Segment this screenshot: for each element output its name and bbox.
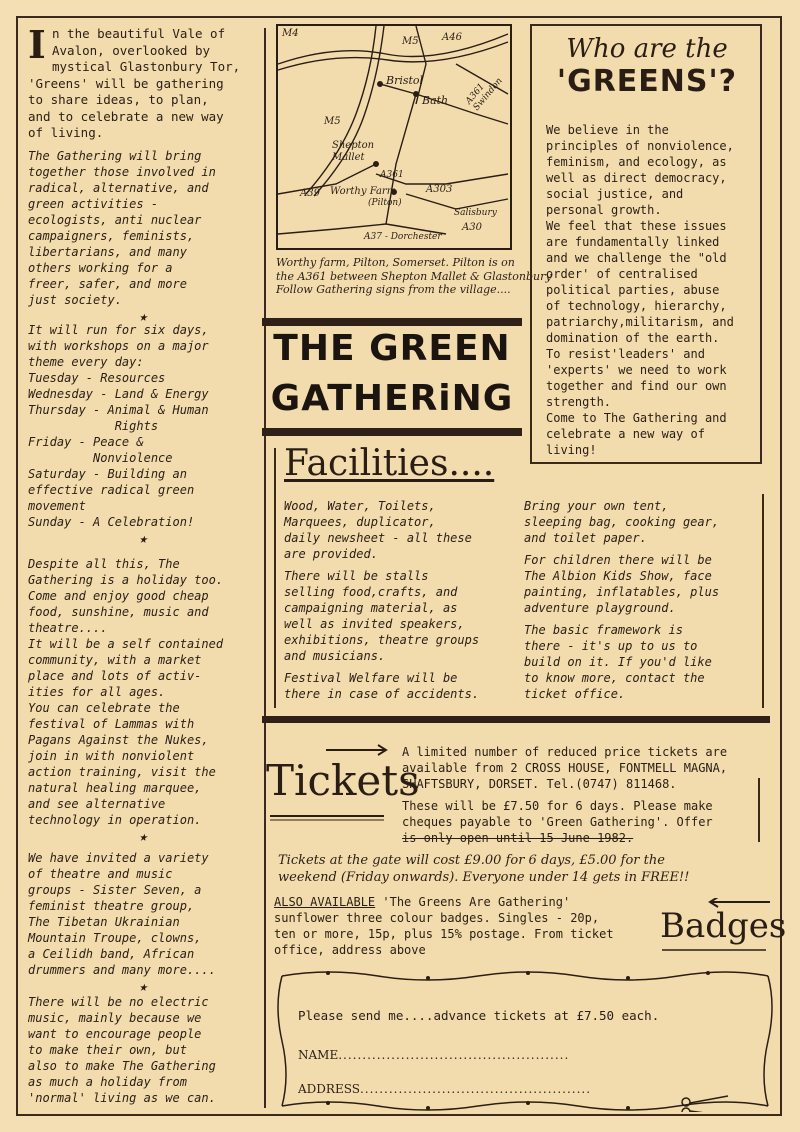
badges-heading: [660, 898, 787, 956]
intro-line: to share ideas, to plan,: [28, 92, 209, 107]
drop-cap: I: [28, 22, 46, 67]
gate-prices: [278, 852, 758, 886]
schedule-item: Thursday - Animal & Human: [28, 403, 209, 417]
text-line: feminist theatre group,: [28, 899, 195, 913]
tickets-right-rule: [758, 778, 760, 842]
text-line: groups - Sister Seven, a: [28, 883, 202, 897]
text-line: celebrate a new way of: [546, 427, 705, 441]
text-line: a Ceilidh band, African: [28, 947, 195, 961]
text-line: campaigning material, as: [284, 601, 458, 615]
title-block: [262, 318, 522, 436]
badges-title: Badges: [660, 906, 787, 946]
text-line: want to encourage people: [28, 1027, 202, 1041]
struck-text: is only open until 15 June 1982.: [402, 831, 634, 845]
facilities-title: Facilities....: [284, 443, 495, 484]
text-line: freer, safer, and more: [28, 277, 187, 291]
text-line: community, with a market: [28, 653, 202, 667]
greens-text: [546, 122, 756, 458]
text-line: as much a holiday from: [28, 1075, 187, 1089]
address-label: ADDRESS: [298, 1082, 360, 1096]
facilities-left: [284, 498, 516, 702]
text-line: and see alternative: [28, 797, 166, 811]
intro-line: mystical Glastonbury Tor,: [52, 59, 241, 74]
text-line: Come to The Gathering and: [546, 411, 727, 425]
text-line: Tickets at the gate will cost £9.00 for 6 days, £5.00 for the: [278, 853, 665, 868]
text-line: SHAFTSBURY, DORSET. Tel.(0747) 811468.: [402, 777, 677, 791]
map-label: M5: [402, 36, 419, 47]
schedule-paragraph: [28, 322, 258, 546]
text-line: well as invited speakers,: [284, 617, 465, 631]
text-line: to know more, contact the: [524, 671, 705, 685]
text-line: well as direct democracy,: [546, 171, 727, 185]
intro-line: 'Greens' will be gathering: [28, 75, 224, 91]
greens-title-line-2: 'GREENS'?: [556, 64, 738, 99]
map-label: M5: [324, 116, 341, 127]
text-line: living!: [546, 443, 597, 457]
text-line: together those involved in: [28, 165, 216, 179]
text-line: and musicians.: [284, 649, 386, 663]
schedule-item: Tuesday - Resources: [28, 371, 166, 385]
caption-line: the A361 between Shepton Mallet & Glastonbury: [276, 269, 552, 283]
facilities-heading: [284, 442, 524, 486]
text-line: selling food,crafts, and: [284, 585, 458, 599]
intro-paragraph: [28, 22, 258, 142]
text-line: We feel that these issues: [546, 219, 727, 233]
text-line: Wood, Water, Toilets,: [284, 499, 436, 513]
schedule-item: Nonviolence: [28, 451, 173, 465]
text-line: Bring your own tent,: [524, 499, 669, 513]
text-line: 'normal' living as we can.: [28, 1091, 216, 1105]
title-line-2: GATHERiNG: [270, 378, 514, 419]
schedule-item: effective radical green: [28, 483, 195, 497]
text-line: Festival Welfare will be: [284, 671, 458, 685]
name-field[interactable]: ................................................: [338, 1048, 570, 1062]
map-label: (Pilton): [368, 198, 402, 208]
text-line: Mountain Troupe, clowns,: [28, 931, 202, 945]
star-icon: ★: [138, 979, 148, 995]
map-label: Shepton: [332, 140, 375, 151]
text-line: The Gathering will bring: [28, 149, 202, 163]
schedule-item: Friday - Peace &: [28, 435, 144, 449]
text-line: The basic framework is: [524, 623, 683, 637]
text-line: theatre....: [28, 621, 108, 635]
text-line: place and lots of activ-: [28, 669, 202, 683]
text-line: order' of centralised: [546, 267, 698, 281]
text-line: ecologists, anti nuclear: [28, 213, 202, 227]
schedule-item: Rights: [28, 419, 159, 433]
text-line: technology in operation.: [28, 813, 202, 827]
text-line: natural healing marquee,: [28, 781, 202, 795]
text-line: sunflower three colour badges. Singles - 20p,: [274, 911, 600, 925]
text-line: Marquees, duplicator,: [284, 515, 436, 529]
schedule-item: Saturday - Building an: [28, 467, 187, 481]
text-line: personal growth.: [546, 203, 662, 217]
text-line: office, address above: [274, 943, 426, 957]
intro-line: and to celebrate a new way: [28, 108, 224, 124]
text-line: radical, alternative, and: [28, 181, 209, 195]
text-line: ticket office.: [524, 687, 626, 701]
facilities-left-rule: [274, 448, 276, 708]
text-line: festival of Lammas with: [28, 717, 195, 731]
facilities-right-rule: [762, 494, 764, 708]
greens-box: [530, 24, 762, 464]
text-line: daily newsheet - all these: [284, 531, 472, 545]
text-line: there - it's up to us to: [524, 639, 698, 653]
text-line: It will run for six days,: [28, 323, 209, 337]
text-line: A limited number of reduced price tickets are: [402, 745, 728, 759]
text-line: weekend (Friday onwards). Everyone under 14 gets in FREE!!: [278, 870, 690, 885]
order-form: [268, 966, 774, 1112]
text-line: adventure playground.: [524, 601, 676, 615]
text-line: Gathering is a holiday too.: [28, 573, 224, 587]
text-line: Despite all this, The: [28, 557, 180, 571]
order-request-text: Please send me....advance tickets at £7.50 each.: [298, 1008, 660, 1023]
intro-line: of living.: [28, 125, 104, 140]
poster-page: [16, 16, 787, 1116]
name-label: NAME: [298, 1048, 339, 1062]
also-available-label: ALSO AVAILABLE: [274, 895, 376, 909]
map-label: Salisbury: [454, 208, 497, 218]
text-line: ities for all ages.: [28, 685, 166, 699]
text-line: available from 2 CROSS HOUSE, FONTMELL MAGNA,: [402, 761, 728, 775]
map-label: A30: [462, 222, 482, 233]
star-icon: ★: [138, 829, 148, 845]
map-label: A37 - Dorchester: [364, 232, 442, 242]
intro-line: n the beautiful Vale of: [52, 26, 226, 41]
column-divider: [264, 28, 266, 1108]
text-line: also to make The Gathering: [28, 1059, 216, 1073]
text-line: sleeping bag, cooking gear,: [524, 515, 720, 529]
schedule-item: Wednesday - Land & Energy: [28, 387, 209, 401]
text-line: The Albion Kids Show, face: [524, 569, 712, 583]
text-line: painting, inflatables, plus: [524, 585, 720, 599]
map-label: A39: [300, 188, 320, 199]
text-line: are provided.: [284, 547, 378, 561]
text-line: of technology, hierarchy,: [546, 299, 727, 313]
text-line: build on it. If you'd like: [524, 655, 712, 669]
greens-title: [542, 34, 752, 100]
text-line: campaigners, feminists,: [28, 229, 195, 243]
text-line: drummers and many more....: [28, 963, 216, 977]
electric-paragraph: [28, 994, 258, 1106]
text-line: are fundamentally linked: [546, 235, 720, 249]
tickets-text: [402, 744, 774, 846]
star-icon: ★: [138, 309, 148, 325]
title-bar-bottom: [262, 428, 522, 436]
text-line: food, sunshine, music and: [28, 605, 209, 619]
caption-line: Follow Gathering signs from the village....: [276, 283, 511, 296]
intro-line: Avalon, overlooked by: [52, 42, 211, 58]
map-label: A46: [442, 32, 462, 43]
text-line: To resist'leaders' and: [546, 347, 705, 361]
text-line: principles of nonviolence,: [546, 139, 734, 153]
greens-title-line-1: Who are the: [566, 34, 728, 64]
text-line: and we challenge the "old: [546, 251, 727, 265]
text-line: green activities -: [28, 197, 159, 211]
text-line: Pagans Against the Nukes,: [28, 733, 209, 747]
map-label: Bath: [422, 94, 449, 107]
tickets-heading: [266, 744, 420, 826]
text-line: to make their own, but: [28, 1043, 187, 1057]
map-label: Bristol: [386, 74, 424, 87]
text-line: cheques payable to 'Green Gathering'. Offer: [402, 815, 713, 829]
text-line: join in with nonviolent: [28, 749, 195, 763]
text-line: patriarchy,militarism, and: [546, 315, 734, 329]
map-label: Mallet: [332, 152, 365, 163]
tickets-title: Tickets: [266, 756, 420, 805]
text-line: political parties, abuse: [546, 283, 720, 297]
map-label: Worthy Farm: [330, 186, 397, 197]
text-line: There will be no electric: [28, 995, 209, 1009]
holiday-paragraph: [28, 556, 258, 844]
caption-line: Worthy farm, Pilton, Somerset. Pilton is on: [276, 256, 515, 269]
title-bar-top: [262, 318, 522, 326]
schedule-item: Sunday - A Celebration!: [28, 515, 195, 529]
text-line: For children there will be: [524, 553, 712, 567]
map-label: A303: [426, 184, 453, 195]
text-line: together and find our own: [546, 379, 727, 393]
theatre-paragraph: [28, 850, 258, 994]
text-line: feminism, and ecology, as: [546, 155, 727, 169]
text-line: just society.: [28, 293, 122, 307]
text-line: 'experts' we need to work: [546, 363, 727, 377]
text-line: and toilet paper.: [524, 531, 647, 545]
text-line: social justice, and: [546, 187, 684, 201]
text-line: It will be a self contained: [28, 637, 224, 651]
text-line: of theatre and music: [28, 867, 173, 881]
text-line: 'The Greens Are Gathering': [375, 895, 571, 909]
address-field[interactable]: ................................................: [359, 1082, 592, 1096]
map-label: A361 Swindon: [464, 76, 505, 113]
text-line: domination of the earth.: [546, 331, 720, 345]
text-line: You can celebrate the: [28, 701, 180, 715]
text-line: music, mainly because we: [28, 1011, 202, 1025]
section-divider-bar: [262, 716, 770, 723]
map-caption: [276, 256, 552, 297]
text-line: libertarians, and many: [28, 245, 187, 259]
map-label: A361: [380, 170, 404, 180]
text-line: others working for a: [28, 261, 173, 275]
text-line: We have invited a variety: [28, 851, 209, 865]
facilities-right: [524, 498, 760, 702]
map-label: M4: [282, 28, 299, 39]
text-line: action training, visit the: [28, 765, 216, 779]
badges-text: [274, 894, 674, 958]
text-line: there in case of accidents.: [284, 687, 480, 701]
text-line: theme every day:: [28, 355, 144, 369]
text-line: There will be stalls: [284, 569, 429, 583]
gathering-paragraph: [28, 148, 258, 324]
text-line: We believe in the: [546, 123, 669, 137]
text-line: strength.: [546, 395, 612, 409]
location-map: [276, 24, 512, 250]
text-line: with workshops on a major: [28, 339, 209, 353]
schedule-item: movement: [28, 499, 86, 513]
text-line: exhibitions, theatre groups: [284, 633, 480, 647]
text-line: Come and enjoy good cheap: [28, 589, 209, 603]
title-line-1: THE GREEN: [273, 328, 511, 369]
star-icon: ★: [138, 531, 148, 547]
text-line: These will be £7.50 for 6 days. Please make: [402, 799, 713, 813]
text-line: ten or more, 15p, plus 15% postage. From ticket: [274, 927, 614, 941]
text-line: The Tibetan Ukrainian: [28, 915, 180, 929]
